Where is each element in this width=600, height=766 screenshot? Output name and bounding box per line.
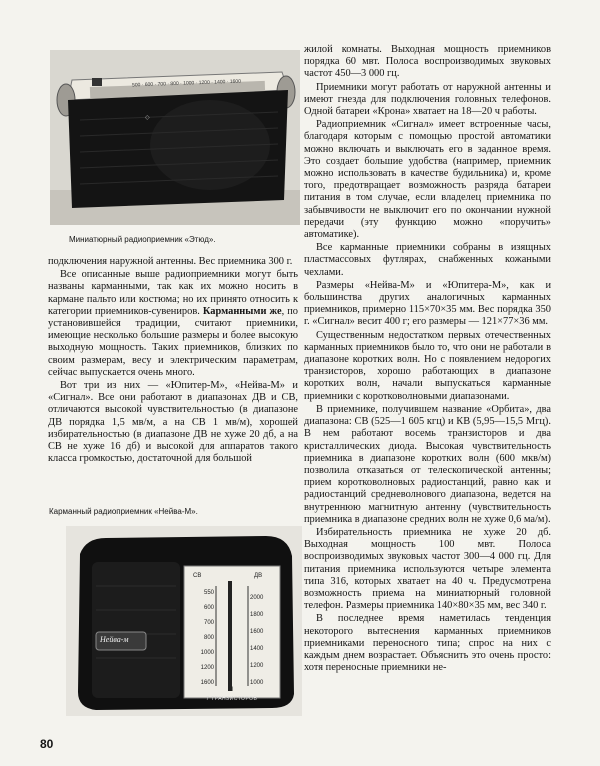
neva-radio-photo [66, 526, 302, 716]
scale-mark: 1000 [200, 650, 214, 656]
left-paragraph-3: Вот три из них — «Юпитер-М», «Нейва-М» и «Сигнал». Все они работают в диапазонах ДВ и СВ, отличаются высокой чувствительностью (в диапазоне ДВ порядка 1,5 мв/м, а на СВ 1 мв/м), хорошей избирательностью (в диапазоне ДВ не хуже 20 дб, а на СВ не хуже 16 дб) и высокой для аппаратов такого класса громкостью, достаточной для большой [48, 380, 298, 465]
left-paragraph-2 [48, 269, 298, 379]
etyud-radio-photo [50, 50, 300, 225]
scale-mark: 1600 [250, 629, 264, 635]
scale-mark: 1200 [200, 665, 214, 671]
scale-mark: 600 [203, 605, 214, 611]
scale-mark: 2000 [250, 595, 264, 601]
scale-mark: 800 [203, 635, 214, 641]
right-column [304, 44, 551, 675]
page-number: 80 [40, 737, 54, 751]
neva-bottom-text: 7 ТРАНЗИСТОРОВ [206, 696, 258, 702]
neva-band-label-left: СВ [193, 573, 202, 579]
right-paragraph-9: В последнее время наметилась тенденция некоторого вытеснения карманных приемников приемниками переносного типа; спрос на них с каждым днем возрастает. Объяснить это очень просто: хотя переносные приемники не- [304, 613, 551, 674]
scale-mark: 550 [203, 590, 214, 596]
neva-scale-left [188, 586, 214, 691]
scale-mark: 1000 [250, 680, 264, 686]
right-paragraph-3: Радиоприемник «Сигнал» имеет встроенные часы, благодаря которым с помощью простой автоматики можно включать и выключать его в заданное время. Это создает большие удобства (например, приемник можно использовать в качестве будильника) и, кроме того, предотвращает возможность разряда батареи питания в том случае, если владелец приемника по забывчивости не выключит его по окончании нужной передачи (эту функцию можно «поручить» автоматике). [304, 119, 551, 241]
left-column [48, 256, 298, 466]
scale-mark: 1800 [250, 612, 264, 618]
right-paragraph-6: Существенным недостатком первых отечественных карманных приемников было то, что они не работали в диапазоне коротких волн. Но с появлением недорогих транзисторов, хорошо работающих в диапазоне коротких волн, начали выпускаться карманные приемники с коротковолновыми диапазонами. [304, 329, 551, 402]
scale-mark: 1600 [200, 680, 214, 686]
right-paragraph-8: Избирательность приемника не хуже 20 дб. Выходная мощность 100 мвт. Полоса воспроизводимых звуковых частот 300—4 000 гц. Для питания приемника используются четыре элемента типа 316, которых хватает на 40 ч. Предусмотрена возможность приема на миниатюрный головной телефон. Размеры приемника 140×80×35 мм, вес 340 г. [304, 526, 551, 612]
neva-bottom-mark: М [228, 687, 233, 693]
right-paragraph-4: Все карманные приемники собраны в изящных пластмассовых футлярах, снабженных кожаными чехлами. [304, 242, 551, 278]
right-paragraph-2: Приемники могут работать от наружной антенны и имеют гнезда для подключения головных телефонов. Одной батареи «Крона» хватает на 18—20 ч работы. [304, 81, 551, 118]
neva-caption: Карманный радиоприемник «Нейва-М». [49, 507, 198, 516]
left-paragraph-1: подключения наружной антенны. Вес приемника 300 г. [48, 256, 293, 267]
etyud-dial-scale: 500 · 600 · 700 · 800 · 1000 · 1200 · 1400 · 1600 [131, 78, 242, 89]
left-paragraph-2-text-b: , по установившейся традиции, считают приемники, имеющие несколько большие размеры и более высокую выходную мощность. Таких приемников, близких по своим размерам, весу и электрическим параметрам, сейчас выпускается очень много. [48, 305, 298, 378]
left-paragraph-2-bold: Карманными же [202, 305, 282, 317]
right-paragraph-5: Размеры «Нейва-М» и «Юпитера-М», как и большинства других аналогичных карманных приемников, примерно 115×70×35 мм. Вес порядка 350 г. «Сигнал» весит 400 г; его размеры — 121×77×36 мм. [304, 279, 551, 328]
neva-band-label-right: ДВ [254, 573, 263, 579]
scale-mark: 1200 [250, 663, 264, 669]
left-paragraph-2-text-a: Все описанные выше радиоприемники могут быть названы карманными, так как их можно носить в кармане пальто или костюма; но их принято относить к категории приемников-сувениров. [48, 269, 298, 317]
scale-mark: 1400 [250, 646, 264, 652]
right-paragraph-1: жилой комнаты. Выходная мощность приемников порядка 60 мвт. Полоса воспроизводимых звуковых частот 450—3 000 гц. [304, 44, 551, 80]
right-paragraph-7: В приемнике, получившем название «Орбита», два диапазона: СВ (525—1 605 кгц) и КВ (5,95—15,5 Мгц). В нем работают восемь транзисторов и два кристаллических диода. Высокая чувствительность приемника в диапазоне коротких волн (600 мкв/м) позволила отказаться от телескопической антенны; прием коротковолновых радиостанций, равно как и радиостанций средневолнового диапазона, ведется на внутреннюю магнитную антенну (чувствительность приемника в диапазоне средних волн не хуже 0,6 ма/м). [304, 403, 551, 525]
neva-scale-right [250, 590, 278, 692]
neva-brand-text: Нейва-м [100, 635, 129, 644]
scale-mark: 700 [203, 620, 214, 626]
etyud-caption: Миниатюрный радиоприемник «Этюд». [69, 235, 216, 244]
etyud-brand-mark: ◇ [145, 115, 150, 121]
etyud-radio-illustration [50, 50, 300, 225]
